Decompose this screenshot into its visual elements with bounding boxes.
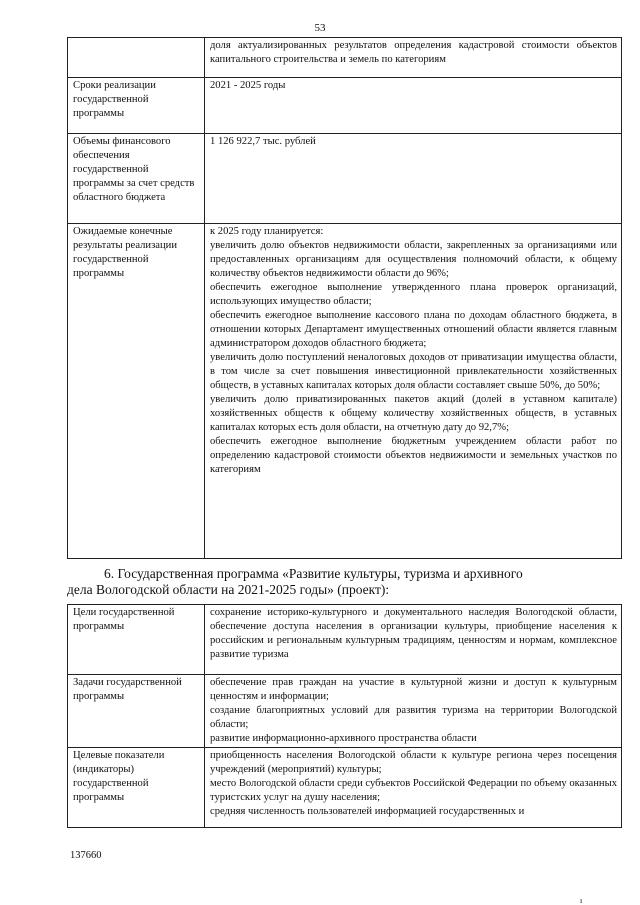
table-row <box>68 78 622 134</box>
program-passport-table-2 <box>67 604 622 828</box>
value-line: доля актуализированных результатов определения кадастровой стоимости объектов капитального строительства и земель по категориям <box>210 40 617 65</box>
value-line: место Вологодской области среди субъектов Российской Федерации по объему оказанных туристских услуг на душу населения; <box>210 778 617 803</box>
row-label: Цели государственной программы <box>68 605 205 675</box>
row-value <box>205 224 622 559</box>
table-row <box>68 38 622 78</box>
section-heading-line-1: 6. Государственная программа «Развитие культуры, туризма и архивного <box>104 566 523 581</box>
program-passport-table-1 <box>67 37 622 559</box>
value-line: обеспечить ежегодное выполнение утвержденного плана проверок организаций, использующих имущество области; <box>210 282 617 307</box>
value-line: обеспечить ежегодное выполнение бюджетным учреждением области работ по определению кадастровой стоимости объектов недвижимости и земельных участков по категориям <box>210 436 617 475</box>
value-line: увеличить долю объектов недвижимости области, закрепленных за организациями или предоставленных организациям для осуществления полномочий области, к общему количеству объектов недвижимости области до 96%; <box>210 240 617 279</box>
row-label: Задачи государственной программы <box>68 675 205 748</box>
row-value <box>205 605 622 675</box>
section-heading <box>67 566 619 598</box>
value-line: 2021 - 2025 годы <box>210 80 286 91</box>
page-number: 53 <box>314 22 326 34</box>
value-line: сохранение историко-культурного и документального наследия Вологодской области, обеспечение доступа населения в организации культуры, приобщение населения к российским и региональным культурным традициям, ценностям и нормам, комплексное развитие туризма <box>210 607 617 660</box>
value-line: создание благоприятных условий для развития туризма на территории Вологодской области; <box>210 705 617 730</box>
row-value <box>205 134 622 224</box>
row-label: Целевые показатели (индикаторы) государственной программы <box>68 748 205 828</box>
row-value <box>205 675 622 748</box>
value-line: обеспечить ежегодное выполнение кассового плана по доходам областного бюджета, в отношении которых Департамент имущественных отношений области является главным администратором доходов областного бюджета; <box>210 310 617 349</box>
row-label: Объемы финансового обеспечения государственной программы за счет средств областного бюджета <box>68 134 205 224</box>
value-line: средняя численность пользователей информацией государственных и <box>210 806 525 817</box>
value-line: 1 126 922,7 тыс. рублей <box>210 136 316 147</box>
row-value <box>205 748 622 828</box>
value-line: увеличить долю поступлений неналоговых доходов от приватизации имущества области, в том числе за счет повышения инвестиционной привлекательности хозяйственных обществ, в уставных капиталах которых доля области составляет свыше 50%, до 50%; <box>210 352 617 391</box>
value-line: увеличить долю приватизированных пакетов акций (долей в уставном капитале) хозяйственных обществ к общему количеству хозяйственных обществ, в уставных капиталах которых есть доля области, на отчетную дату до 92,7%; <box>210 394 617 433</box>
row-value <box>205 38 622 78</box>
table-row <box>68 675 622 748</box>
value-line: развитие информационно-архивного пространства области <box>210 733 477 744</box>
table-row <box>68 748 622 828</box>
value-line: приобщенность населения Вологодской области к культуре региона через посещения учреждений (мероприятий) культуры; <box>210 750 617 775</box>
scan-mark: ı <box>580 896 583 905</box>
row-value <box>205 78 622 134</box>
row-label: Ожидаемые конечные результаты реализации государственной программы <box>68 224 205 559</box>
value-line: к 2025 году планируется: <box>210 226 324 237</box>
row-label <box>68 38 205 78</box>
section-heading-line-2: дела Вологодской области на 2021-2025 годы» (проект): <box>67 582 390 597</box>
row-label: Сроки реализации государственной программы <box>68 78 205 134</box>
table-row <box>68 224 622 559</box>
value-line: обеспечение прав граждан на участие в культурной жизни и доступ к культурным ценностям и информации; <box>210 677 617 702</box>
table-row <box>68 605 622 675</box>
document-code: 137660 <box>70 850 102 861</box>
table-row <box>68 134 622 224</box>
